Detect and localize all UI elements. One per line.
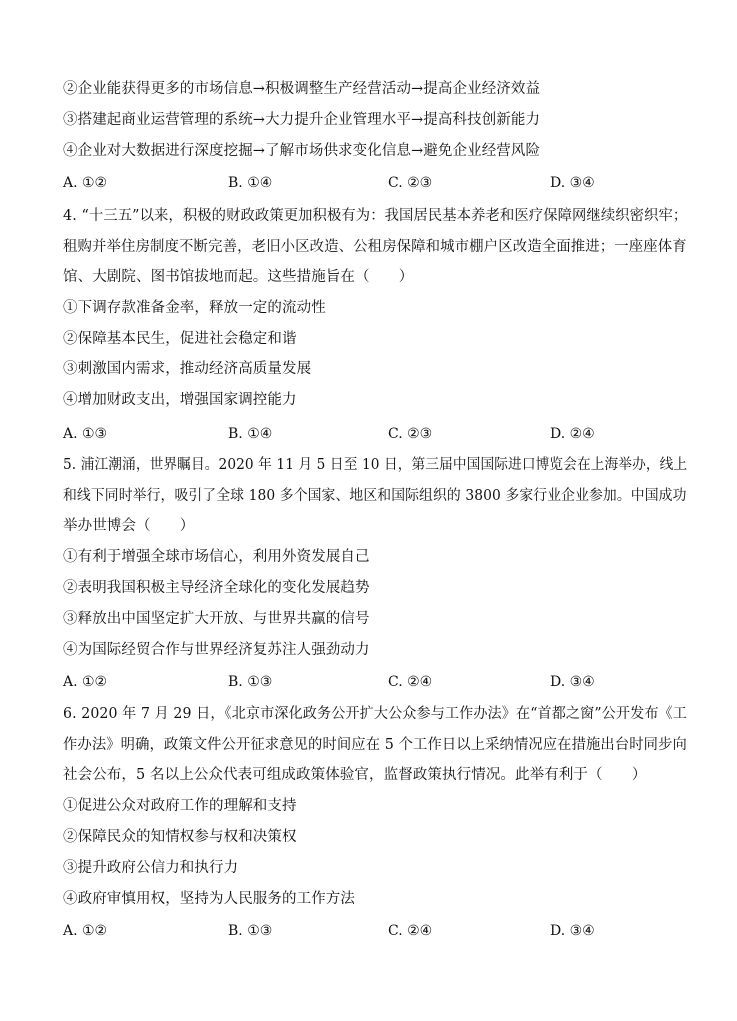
q5-option-c[interactable]: C. ②④	[388, 674, 433, 690]
q5-statement-4: ④为国际经贸合作与世界经济复苏注人强劲动力	[63, 642, 370, 658]
prev-statement-2: ②企业能获得更多的市场信息→积极调整生产经营活动→提高企业经济效益	[63, 81, 541, 97]
prev-option-a[interactable]: A. ①②	[63, 175, 108, 191]
q4-option-a[interactable]: A. ①③	[63, 426, 108, 442]
q4-stem-line-3: 馆、大剧院、图书馆拔地而起。这些措施旨在（ ）	[63, 269, 414, 285]
prev-options	[63, 174, 683, 192]
q6-option-a[interactable]: A. ①②	[63, 923, 108, 939]
q5-statement-1: ①有利于增强全球市场信心，利用外资发展自己	[63, 549, 370, 565]
q5-statement-3: ③释放出中国坚定扩大开放、与世界共赢的信号	[63, 611, 370, 627]
q5-stem-line-1: 5. 浦江潮涌，世界瞩目。2020 年 11 月 5 日至 10 日，第三届中国国际进口博览会在上海举办，线上	[63, 457, 688, 473]
q4-statement-4: ④增加财政支出，增强国家调控能力	[63, 392, 297, 408]
q6-option-d[interactable]: D. ③④	[550, 923, 595, 939]
q4-stem-line-2: 租购并举住房制度不断完善，老旧小区改造、公租房保障和城市棚户区改造全面推进；一座座体育	[63, 239, 687, 255]
q6-option-b[interactable]: B. ①③	[228, 923, 273, 939]
prev-statement-4: ④企业对大数据进行深度挖掘→了解市场供求变化信息→避免企业经营风险	[63, 143, 541, 159]
q4-stem-line-1: 4. “十三五”以来，积极的财政政策更加积极有为：我国居民基本养老和医疗保障网继续织密织牢；	[63, 208, 688, 224]
q6-statement-4: ④政府审慎用权，坚持为人民服务的工作方法	[63, 891, 355, 907]
q6-statement-2: ②保障民众的知情权参与权和决策权	[63, 829, 297, 845]
q4-statement-1: ①下调存款准备金率，释放一定的流动性	[63, 300, 326, 316]
q5-option-d[interactable]: D. ③④	[550, 674, 595, 690]
q5-option-b[interactable]: B. ①③	[228, 674, 273, 690]
q5-stem-line-3: 举办世博会（ ）	[63, 518, 195, 534]
q6-stem-line-3: 社会公布，5 名以上公众代表可组成政策体验官，监督政策执行情况。此举有利于（ ）	[63, 767, 647, 783]
q4-statement-2: ②保障基本民生，促进社会稳定和谐	[63, 331, 297, 347]
q5-option-a[interactable]: A. ①②	[63, 674, 108, 690]
q5-options	[63, 673, 683, 691]
q6-stem-line-1: 6. 2020 年 7 月 29 日，《北京市深化政务公开扩大公众参与工作办法》在“首都之窗”公开发布《工	[63, 706, 687, 722]
prev-option-c[interactable]: C. ②③	[388, 175, 433, 191]
q6-statement-1: ①促进公众对政府工作的理解和支持	[63, 798, 297, 814]
q6-options	[63, 922, 683, 940]
q6-option-c[interactable]: C. ②④	[388, 923, 433, 939]
prev-statement-3: ③搭建起商业运营管理的系统→大力提升企业管理水平→提高科技创新能力	[63, 112, 541, 128]
q4-option-b[interactable]: B. ①④	[228, 426, 273, 442]
q4-statement-3: ③刺激国内需求，推动经济高质量发展	[63, 361, 312, 377]
prev-option-d[interactable]: D. ③④	[550, 175, 595, 191]
q6-stem-line-2: 作办法》明确，政策文件公开征求意见的时间应在 5 个工作日以上采纳情况应在措施出台时同步向	[63, 737, 687, 753]
q4-option-d[interactable]: D. ②④	[550, 426, 595, 442]
q5-stem-line-2: 和线下同时举行，吸引了全球 180 多个国家、地区和国际组织的 3800 多家行业企业参加。中国成功	[63, 488, 687, 504]
q4-options	[63, 425, 683, 443]
q5-statement-2: ②表明我国积极主导经济全球化的变化发展趋势	[63, 580, 370, 596]
prev-option-b[interactable]: B. ①④	[228, 175, 273, 191]
q4-option-c[interactable]: C. ②③	[388, 426, 433, 442]
q6-statement-3: ③提升政府公信力和执行力	[63, 860, 239, 876]
